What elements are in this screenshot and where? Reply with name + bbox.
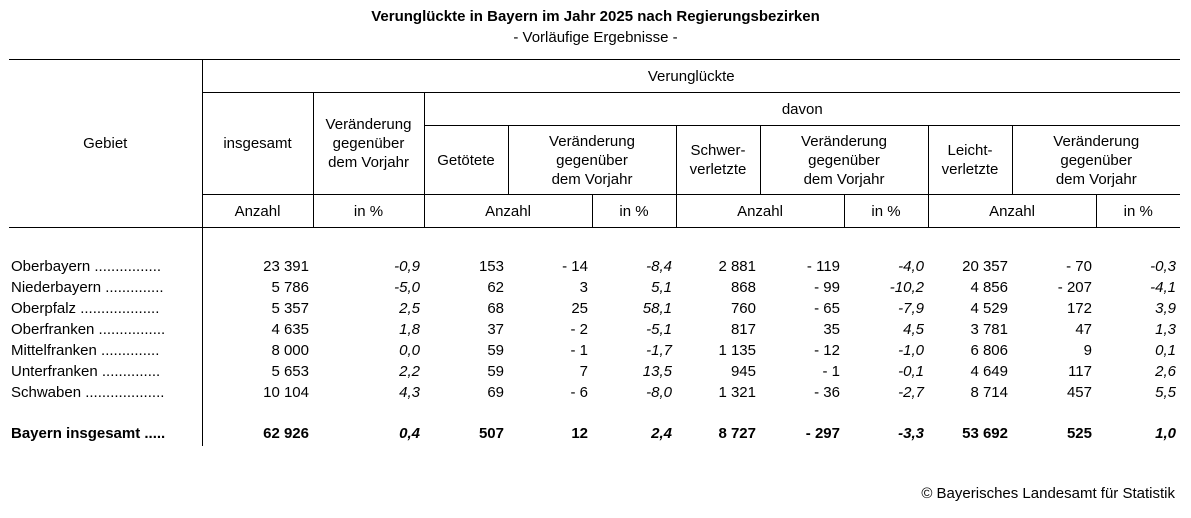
unit-anzahl-getoetete: Anzahl: [424, 195, 592, 228]
total-schwerverletzte: 8 727: [718, 425, 756, 442]
cell-getoetete: 62: [487, 279, 504, 296]
cell-getoetete: 68: [487, 300, 504, 317]
cell-leichtverletzte: 4 649: [970, 363, 1008, 380]
cell-getoetete-pct: -8,4: [646, 258, 672, 275]
cell-getoetete-abs: 3: [579, 279, 588, 296]
row-label: Niederbayern ..............: [9, 277, 202, 298]
cell-insgesamt: 5 653: [271, 363, 309, 380]
cell-schwerverletzte-pct: -7,9: [898, 300, 924, 317]
cell-schwerverletzte-pct: -2,7: [898, 384, 924, 401]
unit-prozent-getoetete: in %: [592, 195, 676, 228]
unit-prozent-insgesamt: in %: [313, 195, 424, 228]
cell-schwerverletzte-pct: 4,5: [903, 321, 924, 338]
total-insgesamt: 62 926: [263, 425, 309, 442]
statistics-table: [9, 59, 1180, 446]
unit-prozent-leichtverletzte: in %: [1096, 195, 1180, 228]
cell-getoetete: 59: [487, 363, 504, 380]
cell-getoetete-pct: 13,5: [642, 363, 672, 380]
header-verunglueckte: Verunglückte: [202, 60, 1180, 93]
cell-getoetete-abs: 25: [571, 300, 588, 317]
row-label: Unterfranken ..............: [9, 361, 202, 382]
cell-getoetete: 37: [487, 321, 504, 338]
cell-leichtverletzte: 20 357: [962, 258, 1008, 275]
copyright-note: © Bayerisches Landesamt für Statistik: [921, 485, 1175, 502]
cell-insgesamt: 8 000: [271, 342, 309, 359]
row-label: Oberpfalz ...................: [9, 298, 202, 319]
cell-leichtverletzte: 8 714: [970, 384, 1008, 401]
cell-getoetete-abs: 7: [579, 363, 588, 380]
total-insgesamt-pct: 0,4: [399, 425, 420, 442]
cell-schwerverletzte-pct: -4,0: [898, 258, 924, 275]
header-getoetete: Getötete: [424, 126, 508, 195]
cell-getoetete-abs: - 14: [562, 258, 588, 275]
total-leichtverletzte: 53 692: [962, 425, 1008, 442]
cell-schwerverletzte-pct: -0,1: [898, 363, 924, 380]
total-schwerverletzte-abs: - 297: [805, 425, 840, 442]
table-row: [9, 361, 1180, 382]
cell-leichtverletzte-pct: 3,9: [1155, 300, 1176, 317]
cell-leichtverletzte-abs: - 207: [1057, 279, 1092, 296]
total-getoetete-abs: 12: [571, 425, 588, 442]
cell-insgesamt-pct: 2,5: [399, 300, 420, 317]
cell-schwerverletzte-abs: - 99: [814, 279, 840, 296]
row-label: Oberbayern ................: [9, 256, 202, 277]
cell-schwerverletzte-abs: - 65: [814, 300, 840, 317]
header-schwerverletzte: Schwer- verletzte: [676, 126, 760, 195]
cell-insgesamt-pct: 4,3: [399, 384, 420, 401]
cell-insgesamt: 5 786: [271, 279, 309, 296]
cell-schwerverletzte-abs: - 119: [806, 258, 840, 275]
table-title: Verunglückte in Bayern im Jahr 2025 nach Regierungsbezirken: [371, 8, 820, 25]
cell-leichtverletzte-pct: 1,3: [1155, 321, 1176, 338]
cell-insgesamt: 5 357: [271, 300, 309, 317]
total-label: Bayern insgesamt .....: [9, 422, 202, 446]
cell-schwerverletzte: 760: [730, 300, 756, 317]
table-subtitle: - Vorläufige Ergebnisse -: [513, 29, 678, 46]
cell-leichtverletzte: 3 781: [970, 321, 1008, 338]
cell-insgesamt: 4 635: [271, 321, 309, 338]
total-leichtverletzte-pct: 1,0: [1155, 425, 1176, 442]
cell-getoetete-pct: -8,0: [646, 384, 672, 401]
cell-schwerverletzte-abs: - 1: [822, 363, 840, 380]
cell-insgesamt-pct: 1,8: [399, 321, 420, 338]
table-header: [9, 60, 1180, 228]
cell-leichtverletzte: 4 529: [970, 300, 1008, 317]
cell-getoetete-pct: 5,1: [651, 279, 672, 296]
cell-leichtverletzte-abs: - 70: [1066, 258, 1092, 275]
cell-insgesamt-pct: 2,2: [399, 363, 420, 380]
header-veraenderung-insgesamt: Veränderung gegenüber dem Vorjahr: [313, 93, 424, 195]
cell-getoetete: 69: [487, 384, 504, 401]
cell-getoetete-pct: 58,1: [642, 300, 672, 317]
cell-leichtverletzte: 4 856: [970, 279, 1008, 296]
cell-leichtverletzte-abs: 117: [1068, 363, 1092, 380]
cell-getoetete: 153: [478, 258, 504, 275]
cell-getoetete: 59: [487, 342, 504, 359]
cell-schwerverletzte: 945: [730, 363, 756, 380]
unit-anzahl-leichtverletzte: Anzahl: [928, 195, 1096, 228]
table-total-row: [9, 422, 1180, 446]
cell-getoetete-abs: - 1: [570, 342, 588, 359]
unit-anzahl-schwerverletzte: Anzahl: [676, 195, 844, 228]
cell-schwerverletzte-pct: -1,0: [898, 342, 924, 359]
cell-insgesamt-pct: 0,0: [399, 342, 420, 359]
cell-schwerverletzte-abs: 35: [823, 321, 840, 338]
cell-schwerverletzte: 2 881: [718, 258, 756, 275]
row-label: Oberfranken ................: [9, 319, 202, 340]
cell-leichtverletzte-abs: 9: [1083, 342, 1092, 359]
row-label: Mittelfranken ..............: [9, 340, 202, 361]
cell-leichtverletzte-pct: -4,1: [1150, 279, 1176, 296]
header-leichtverletzte: Leicht- verletzte: [928, 126, 1012, 195]
table-row: [9, 382, 1180, 403]
cell-insgesamt-pct: -5,0: [394, 279, 420, 296]
table-row: [9, 298, 1180, 319]
cell-insgesamt: 23 391: [263, 258, 309, 275]
total-leichtverletzte-abs: 525: [1066, 425, 1092, 442]
cell-getoetete-abs: - 2: [570, 321, 588, 338]
cell-leichtverletzte-abs: 47: [1075, 321, 1092, 338]
cell-leichtverletzte: 6 806: [970, 342, 1008, 359]
total-getoetete: 507: [478, 425, 504, 442]
cell-insgesamt: 10 104: [263, 384, 309, 401]
cell-leichtverletzte-pct: -0,3: [1150, 258, 1176, 275]
total-schwerverletzte-pct: -3,3: [898, 425, 924, 442]
header-veraenderung-getoetete: Veränderung gegenüber dem Vorjahr: [508, 126, 676, 195]
cell-leichtverletzte-abs: 457: [1066, 384, 1092, 401]
cell-schwerverletzte: 817: [730, 321, 756, 338]
cell-getoetete-pct: -1,7: [646, 342, 672, 359]
table-row: [9, 340, 1180, 361]
cell-leichtverletzte-pct: 0,1: [1155, 342, 1176, 359]
row-label: Schwaben ...................: [9, 382, 202, 403]
header-gebiet: Gebiet: [9, 60, 202, 228]
cell-leichtverletzte-pct: 5,5: [1155, 384, 1176, 401]
table-body: [9, 228, 1180, 447]
header-veraenderung-leichtverletzte: Veränderung gegenüber dem Vorjahr: [1012, 126, 1180, 195]
header-veraenderung-schwerverletzte: Veränderung gegenüber dem Vorjahr: [760, 126, 928, 195]
unit-anzahl-insgesamt: Anzahl: [202, 195, 313, 228]
table-row: [9, 256, 1180, 277]
cell-insgesamt-pct: -0,9: [394, 258, 420, 275]
unit-prozent-schwerverletzte: in %: [844, 195, 928, 228]
cell-getoetete-abs: - 6: [570, 384, 588, 401]
header-insgesamt: insgesamt: [202, 93, 313, 195]
cell-schwerverletzte-pct: -10,2: [889, 279, 924, 296]
cell-schwerverletzte: 1 321: [718, 384, 756, 401]
cell-schwerverletzte: 1 135: [718, 342, 756, 359]
table-row: [9, 277, 1180, 298]
total-getoetete-pct: 2,4: [651, 425, 672, 442]
cell-schwerverletzte: 868: [730, 279, 756, 296]
cell-leichtverletzte-pct: 2,6: [1155, 363, 1176, 380]
cell-getoetete-pct: -5,1: [646, 321, 672, 338]
cell-schwerverletzte-abs: - 12: [814, 342, 840, 359]
cell-leichtverletzte-abs: 172: [1066, 300, 1092, 317]
table-row: [9, 319, 1180, 340]
header-davon: davon: [424, 93, 1180, 126]
cell-schwerverletzte-abs: - 36: [814, 384, 840, 401]
